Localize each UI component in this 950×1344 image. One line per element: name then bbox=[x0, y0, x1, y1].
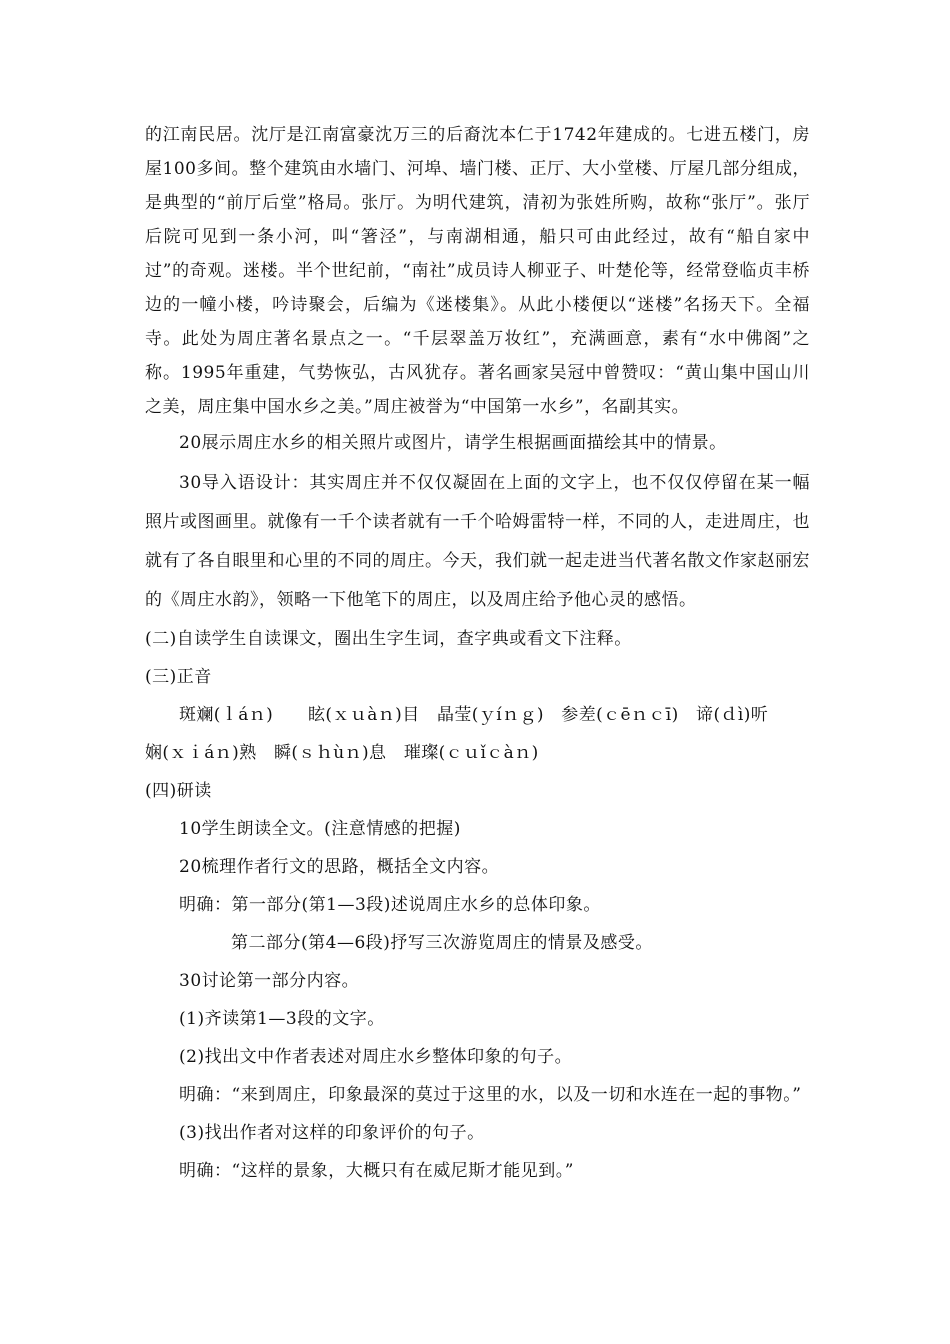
pinyin-line-1: 斑斓(ｌáｎ) 眩(ｘｕàｎ)目 晶莹(ｙíｎｇ) 参差(ｃēｎｃī) 谛(ｄì)听 bbox=[179, 705, 769, 725]
item-outline-thoughts: 20梳理作者行文的思路，概括全文内容。 bbox=[179, 857, 500, 877]
sub-item-1: (1)齐读第1—3段的文字。 bbox=[179, 1009, 385, 1029]
pinyin-line-2: 娴(ｘｉáｎ)熟 瞬(ｓｈùｎ)息 璀璨(ｃｕǐｃàｎ) bbox=[145, 743, 539, 763]
section-pronunciation-heading: (三)正音 bbox=[145, 667, 212, 687]
paragraph-show-photos: 20展示周庄水乡的相关照片或图片，请学生根据画面描绘其中的情景。 bbox=[179, 433, 727, 453]
sub-item-3: (3)找出作者对这样的印象评价的句子。 bbox=[179, 1123, 485, 1143]
clarify-part-one: 明确：第一部分(第1—3段)述说周庄水乡的总体印象。 bbox=[179, 895, 601, 915]
paragraph-intro-design: 30导入语设计：其实周庄并不仅仅凝固在上面的文字上，也不仅仅停留在某一幅照片或图画里。就像有一千个读者就有一千个哈姆雷特一样，不同的人，走进周庄，也就有了各自眼里和心里的不同的周庄。今天，我们就一起走进当代著名散文作家赵丽宏的《周庄水韵》，领略一下他笔下的周庄，以及周庄给予他心灵的感悟。 bbox=[145, 473, 810, 610]
item-read-aloud: 10学生朗读全文。(注意情感的把握) bbox=[179, 819, 461, 839]
sub-item-2: (2)找出文中作者表述对周庄水乡整体印象的句子。 bbox=[179, 1047, 573, 1067]
item-discuss-part-one: 30讨论第一部分内容。 bbox=[179, 971, 360, 991]
paragraph-zhouzhuang-sights: 的江南民居。沈厅是江南富豪沈万三的后裔沈本仁于1742年建成的。七进五楼门，房屋100多间。整个建筑由水墙门、河埠、墙门楼、正厅、大小堂楼、厅屋几部分组成，是典型的“前厅后堂”格局。张厅。为明代建筑，清初为张姓所购，故称“张厅”。张厅后院可见到一条小河，叫“箸泾”，与南湖相通，船只可由此经过，故有“船自家中过”的奇观。迷楼。半个世纪前，“南社”成员诗人柳亚子、叶楚伦等，经常登临贞丰桥边的一幢小楼，吟诗聚会，后编为《迷楼集》。从此小楼便以“迷楼”名扬天下。全福寺。此处为周庄著名景点之一。“千层翠盖万妆红”，充满画意，素有“水中佛阁”之称。1995年重建，气势恢弘，古风犹存。著名画家吴冠中曾赞叹：“黄山集中国山川之美，周庄集中国水乡之美。”周庄被誉为“中国第一水乡”，名副其实。 bbox=[145, 125, 810, 417]
section-self-read: (二)自读学生自读课文，圈出生字生词，查字典或看文下注释。 bbox=[145, 629, 632, 649]
document-content bbox=[145, 118, 810, 1190]
section-study-heading: (四)研读 bbox=[145, 781, 212, 801]
clarify-venice: 明确：“这样的景象，大概只有在威尼斯才能见到。” bbox=[179, 1161, 574, 1181]
clarify-part-two: 第二部分(第4—6段)抒写三次游览周庄的情景及感受。 bbox=[231, 933, 653, 953]
clarify-impression: 明确：“来到周庄，印象最深的莫过于这里的水，以及一切和水连在一起的事物。” bbox=[179, 1085, 802, 1105]
